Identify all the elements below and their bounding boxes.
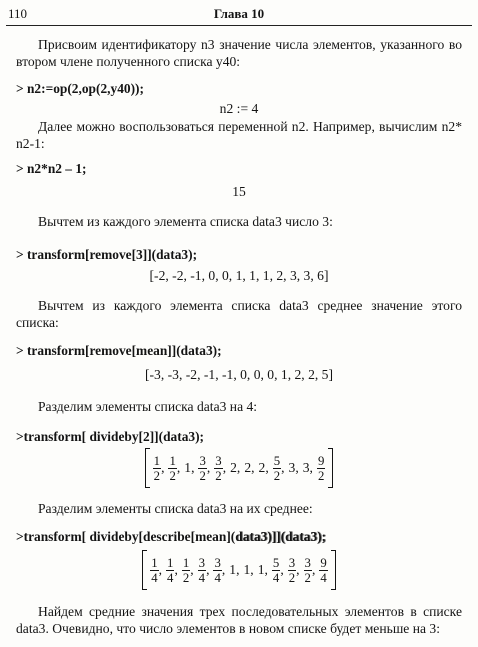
comma-separator: , [158,562,163,577]
fraction-denominator: 4 [272,570,280,585]
fraction-list-5 [145,448,334,488]
fraction-numerator: 1 [169,453,176,468]
fraction-numerator: 3 [198,555,206,570]
list-element [213,556,229,585]
header-rule [6,25,472,26]
comma-separator: , [264,562,268,577]
fraction [150,556,158,585]
fraction-numerator: 3 [215,453,222,468]
comma-separator: , [222,460,227,475]
integer-value: 2 [230,460,237,475]
fraction-numerator: 3 [304,555,311,570]
comma-separator: , [161,460,165,475]
output-2: 15 [232,184,246,199]
fraction-numerator: 1 [167,555,174,570]
paragraph-2: Далее можно воспользоваться переменной n2. Например, вычислим n2* n2-1: [16,119,462,151]
integer-value: 2 [258,460,266,475]
fraction [319,556,327,585]
command-5: >transform[ divideby[2]](data3); [16,429,205,444]
right-bracket [328,448,333,488]
fraction-numerator: 9 [320,555,327,570]
fraction-numerator: 1 [151,555,158,570]
paragraph-6: Разделим элементы списка data3 на их среднее: [38,501,313,516]
fraction [168,454,176,483]
fraction [198,454,206,483]
list-element [244,460,258,476]
list-element [289,460,303,476]
comma-separator: , [296,562,300,577]
comma-separator: , [265,460,269,475]
fraction-denominator: 2 [288,570,296,585]
right-bracket [331,550,336,590]
paragraph-4: Вычтем из каждого элемента списка data3 среднее значение этого списка: [16,298,462,330]
comma-separator: , [251,460,255,475]
command-6-overprint: data3)]](data3); data3)]](data3); [235,529,326,544]
fraction [182,556,190,585]
fraction [317,454,325,483]
list-element [288,556,304,585]
list-element [153,454,169,483]
left-bracket [145,448,150,488]
fraction [166,556,174,585]
output-3: [-2, -2, -1, 0, 0, 1, 1, 1, 2, 3, 3, 6] [149,268,329,283]
list-element [304,556,320,585]
fraction-denominator: 4 [320,570,327,585]
fraction [153,454,161,483]
comma-separator: , [295,460,299,475]
fraction [214,454,222,483]
fraction-denominator: 2 [317,468,325,483]
comma-separator: , [190,562,194,577]
comma-separator: , [311,562,316,577]
paragraph-7: Найдем средние значения трех последовательных элементов в списке data3. Очевидно, что число элементов в новом списке будет меньше на 3: [16,604,462,636]
command-4: > transform[remove[mean]](data3); [16,343,222,358]
list-element [230,460,244,476]
fraction-denominator: 2 [273,468,281,483]
integer-value: 1 [229,562,237,577]
integer-value: 1 [257,562,265,577]
fraction [213,556,221,585]
fraction-numerator: 3 [199,453,206,468]
list-element [198,454,214,483]
output-5-matrix [0,448,478,488]
fraction-numerator: 1 [153,453,161,468]
output-4: [-3, -3, -2, -1, -1, 0, 0, 0, 1, 2, 2, 5] [144,367,334,382]
comma-separator: , [221,562,226,577]
list-element [319,556,327,585]
command-6 [16,528,462,545]
chapter-title: Глава 10 [213,6,265,21]
comma-separator: , [236,460,241,475]
list-element [273,454,289,483]
list-element [258,562,272,578]
comma-separator: , [250,562,254,577]
fraction-denominator: 2 [182,570,190,585]
integer-value: 1 [184,460,192,475]
command-2: > n2*n2 – 1; [16,161,87,176]
paragraph-3: Вычтем из каждого элемента списка data3 число 3: [38,214,333,229]
list-element [303,460,317,476]
integer-value: 1 [243,562,251,577]
fraction-denominator: 2 [153,468,161,483]
list-element [229,562,243,578]
command-3: > transform[remove[3]](data3); [16,247,198,262]
fraction [288,556,296,585]
comma-separator: , [176,460,181,475]
list-element [244,562,258,578]
comma-separator: , [191,460,195,475]
paragraph-1: Присвоим идентификатору n3 значение числа элементов, указанного во втором члене полученного списка y40: [16,37,462,69]
fraction-numerator: 5 [273,453,281,468]
fraction-denominator: 2 [199,468,206,483]
fraction-numerator: 9 [317,453,325,468]
list-element [182,556,198,585]
fraction-denominator: 2 [215,468,222,483]
output-6-matrix [0,550,478,590]
list-element [184,460,198,476]
fraction-denominator: 2 [169,468,176,483]
left-bracket [142,550,147,590]
fraction-list-6 [142,550,336,590]
fraction-numerator: 5 [272,555,280,570]
comma-separator: , [236,562,240,577]
list-element [166,556,182,585]
comma-separator: , [309,460,313,475]
fraction-denominator: 4 [151,570,158,585]
output-1: n2 := 4 [219,101,259,116]
list-element [214,454,230,483]
fraction-denominator: 4 [198,570,206,585]
paragraph-5: Разделим элементы списка data3 на 4: [38,399,258,414]
fraction-numerator: 3 [288,555,296,570]
list-element [259,460,273,476]
list-element [168,454,184,483]
list-element [150,556,166,585]
fraction-denominator: 4 [214,570,221,585]
integer-value: 2 [244,460,252,475]
comma-separator: , [281,460,285,475]
page-header [0,6,478,24]
fraction-denominator: 2 [304,570,311,585]
fraction [273,454,281,483]
list-element [198,556,214,585]
integer-value: 3 [302,460,310,475]
fraction [304,556,312,585]
comma-separator: , [206,562,210,577]
comma-separator: , [280,562,284,577]
fraction-numerator: 3 [214,555,221,570]
list-element [272,556,288,585]
list-element [317,454,325,483]
command-1: > n2:=op(2,op(2,y40)); [16,81,144,96]
page-number: 110 [8,6,28,21]
comma-separator: , [206,460,211,475]
fraction-numerator: 1 [182,555,190,570]
integer-value: 3 [288,460,296,475]
fraction [272,556,280,585]
command-6-text: >transform[ divideby[describe[mean]( [16,529,236,544]
fraction-denominator: 4 [167,570,174,585]
fraction [198,556,206,585]
comma-separator: , [174,562,178,577]
